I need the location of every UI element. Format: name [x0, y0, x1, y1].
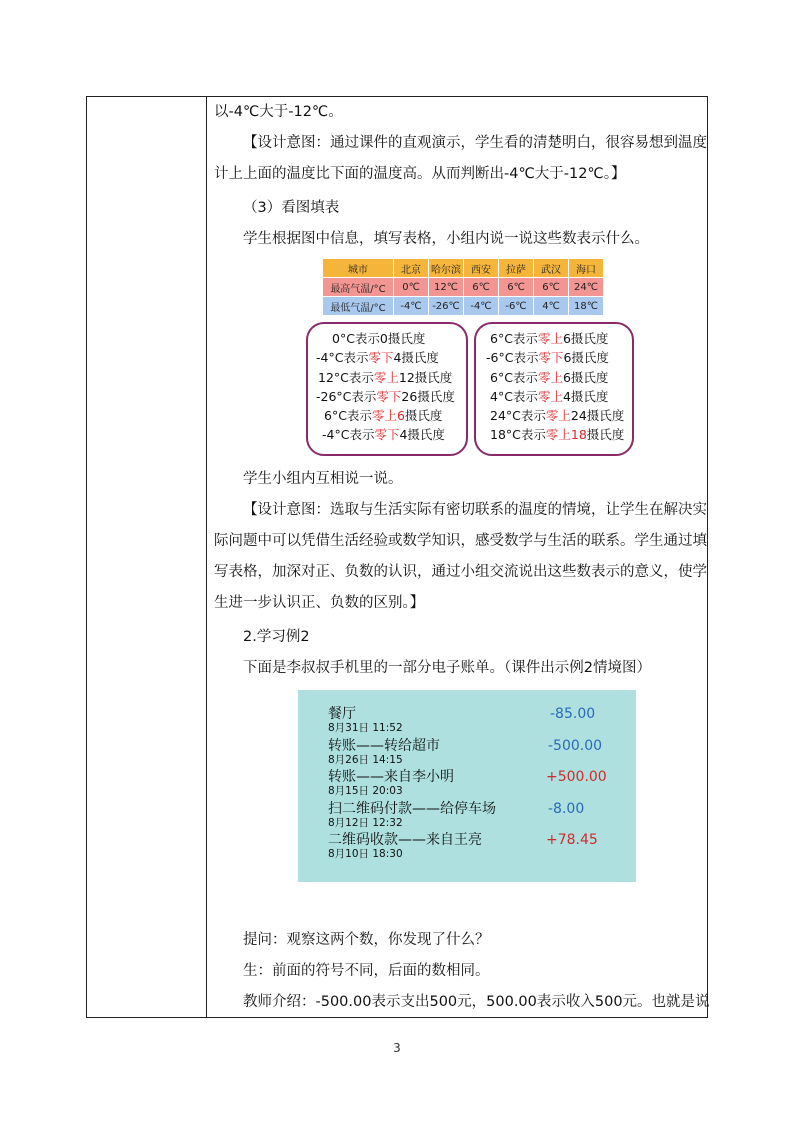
table-cell: 18℃	[569, 297, 604, 316]
table-cell: 海口	[569, 259, 604, 278]
bill-entry-amount: +78.45	[546, 832, 598, 848]
bubble-line: -6°C表示零下6摄氏度	[486, 350, 609, 366]
bubble-line: -26°C表示零下26摄氏度	[316, 388, 455, 404]
table-cell: 6℃	[464, 278, 499, 297]
bubble-line: 6°C表示零上6摄氏度	[490, 369, 609, 385]
temperature-table-low-row	[323, 297, 604, 316]
table-cell: 拉萨	[499, 259, 534, 278]
table-cell: 武汉	[534, 259, 569, 278]
table-cell: 6℃	[534, 278, 569, 297]
bubble-line: 6°C表示零上6摄氏度	[490, 331, 609, 346]
temperature-bubble-left	[306, 322, 468, 456]
table-cell: 最低气温/°C	[323, 297, 394, 316]
table-cell: 最高气温/°C	[323, 278, 394, 297]
temperature-bubble-right	[474, 322, 634, 456]
table-cell: 西安	[464, 259, 499, 278]
bill-entry	[328, 769, 454, 798]
bill-entry-title: 扫二维码付款——给停车场	[328, 801, 496, 817]
bill-entry-amount: -8.00	[548, 801, 585, 817]
bill-entry	[328, 706, 403, 735]
table-cell: 4℃	[534, 297, 569, 316]
table-cell: 12℃	[429, 278, 464, 297]
bill-entry-title: 转账——来自李小明	[328, 769, 454, 785]
table-cell: 哈尔滨	[429, 259, 464, 278]
table-cell: 北京	[394, 259, 429, 278]
bill-entry-title: 餐厅	[328, 706, 356, 722]
group-discussion-paragraph: 学生小组内互相说一说。	[243, 471, 403, 487]
bubble-line: 18°C表示零上18摄氏度	[490, 427, 625, 443]
paragraph-continuation: 以-4℃大于-12℃。	[214, 104, 343, 120]
table-cell: 城市	[323, 259, 394, 278]
bill-entry	[328, 801, 496, 830]
table-cell: -26℃	[429, 297, 464, 316]
bubble-line: -4°C表示零下4摄氏度	[316, 350, 439, 366]
bubble-line: 24°C表示零上24摄氏度	[490, 408, 625, 424]
design-intent-2-line3: 写表格，加深对正、负数的认识，通过小组交流说出这些数表示的意义，使学	[214, 564, 707, 580]
table-cell: 24℃	[569, 278, 604, 297]
bill-entry-amount: -500.00	[548, 738, 603, 754]
bill-entry-time: 8月26日 14:15	[328, 754, 403, 766]
bill-entry-title: 二维码收款——来自王亮	[328, 832, 482, 848]
table-cell: -6℃	[499, 297, 534, 316]
bubble-line: 4°C表示零上4摄氏度	[490, 388, 609, 404]
table-cell: -4℃	[394, 297, 429, 316]
question-paragraph: 提问：观察这两个数，你发现了什么？	[243, 932, 490, 948]
instruction-paragraph: 学生根据图中信息，填写表格，小组内说一说这些数表示什么。	[243, 231, 649, 247]
bubble-line: 12°C表示零上12摄氏度	[318, 369, 453, 385]
table-cell: 0℃	[394, 278, 429, 297]
bubble-line: 6°C表示零上6摄氏度	[324, 408, 443, 424]
bill-entry	[328, 738, 440, 767]
table-cell: 6℃	[499, 278, 534, 297]
design-intent-2-line2: 际问题中可以凭借生活经验或数学知识，感受数学与生活的联系。学生通过填	[214, 533, 707, 549]
bill-entry	[328, 832, 482, 861]
bubble-line: 0°C表示0摄氏度	[332, 331, 426, 346]
bill-entry-time: 8月10日 18:30	[328, 848, 403, 860]
bill-entry-title: 转账——转给超市	[328, 738, 440, 754]
example-2-heading: 2.学习例2	[243, 629, 310, 645]
temperature-table-header-row	[323, 259, 604, 278]
teacher-intro-paragraph: 教师介绍：-500.00表示支出500元，500.00表示收入500元。也就是说	[243, 994, 710, 1010]
bill-entry-amount: +500.00	[546, 769, 607, 785]
design-intent-2-line4: 生进一步认识正、负数的区别。】	[214, 595, 425, 611]
table-cell: -4℃	[464, 297, 499, 316]
temperature-table	[322, 258, 604, 316]
bubble-line: -4°C表示零下4摄氏度	[322, 427, 445, 443]
section-heading-3: （3）看图填表	[243, 200, 340, 216]
temperature-table-high-row	[323, 278, 604, 297]
electronic-bill	[298, 690, 636, 882]
column-divider	[206, 96, 207, 1018]
design-intent-2-line1: 【设计意图：选取与生活实际有密切联系的温度的情境，让学生在解决实	[243, 502, 707, 518]
design-intent-1-line1: 【设计意图：通过课件的直观演示，学生看的清楚明白，很容易想到温度	[243, 135, 707, 151]
bill-entry-time: 8月12日 12:32	[328, 817, 403, 829]
bill-entry-time: 8月31日 11:52	[328, 722, 403, 734]
student-answer-paragraph: 生：前面的符号不同，后面的数相同。	[243, 963, 490, 979]
bill-entry-amount: -85.00	[550, 706, 596, 722]
page-number: 3	[393, 1041, 401, 1055]
design-intent-1-line2: 计上上面的温度比下面的温度高。从而判断出-4℃大于-12℃。】	[214, 166, 626, 182]
bill-entry-time: 8月15日 20:03	[328, 785, 403, 797]
bill-intro-paragraph: 下面是李叔叔手机里的一部分电子账单。（课件出示例2情境图）	[243, 660, 651, 676]
